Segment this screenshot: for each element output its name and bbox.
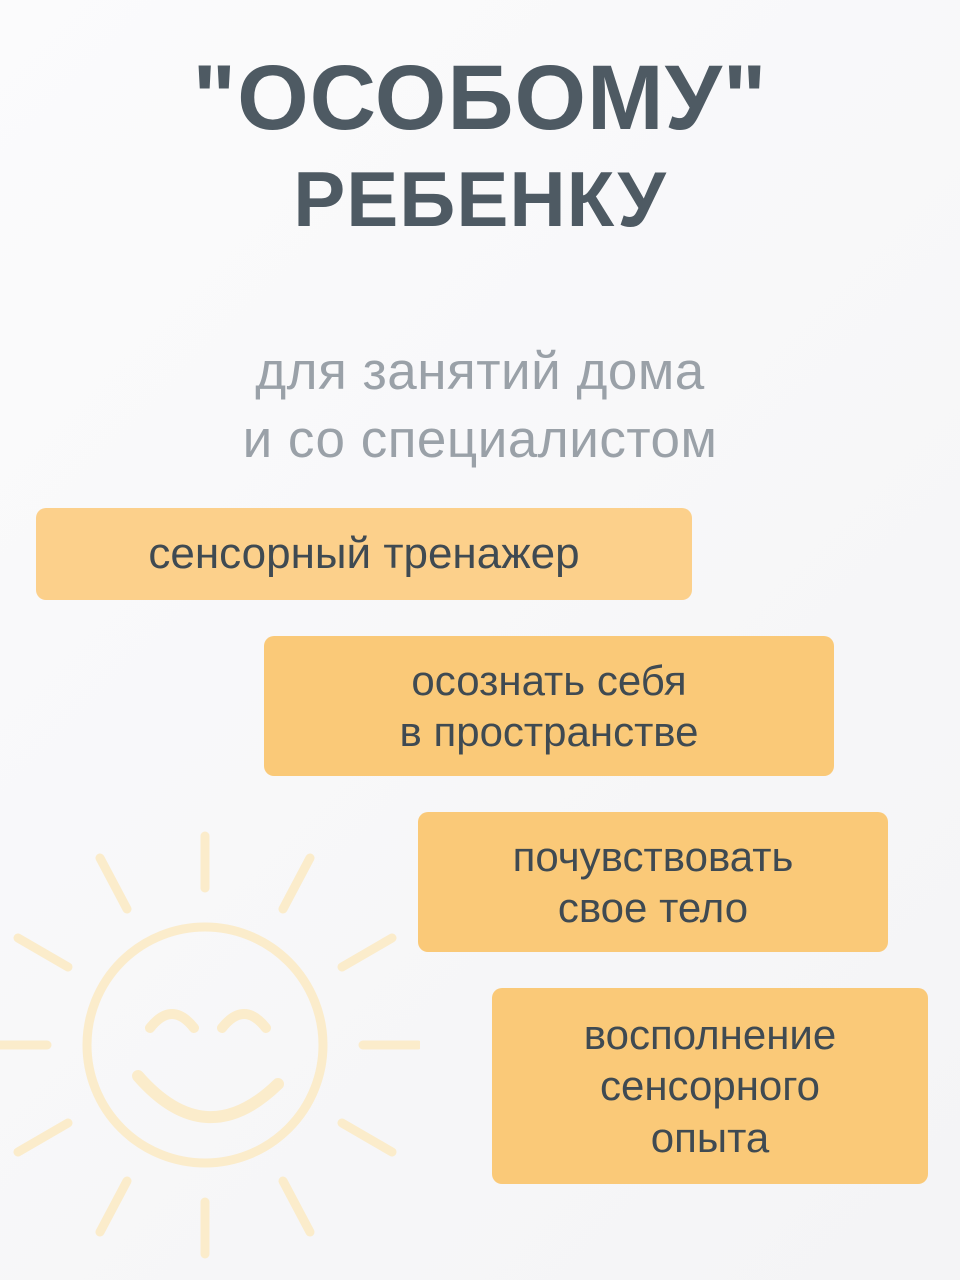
feature-chip-3-line-1: почувствовать <box>512 832 794 880</box>
feature-chip-1-line-1: сенсорный тренажер <box>148 529 580 579</box>
feature-chip-2-line-1: осознать себя <box>411 656 687 704</box>
feature-chip-4-line-3: опыта <box>650 1113 770 1161</box>
feature-chip-4-line-2: сенсорного <box>599 1062 821 1110</box>
feature-chip-sensory-experience <box>492 988 928 1184</box>
feature-chip-body-feeling <box>418 812 888 952</box>
headline-line-2: РЕБЕНКУ <box>293 155 667 243</box>
feature-chip-self-awareness <box>264 636 834 776</box>
feature-chip-sensory-trainer <box>36 508 692 600</box>
smiling-sun-icon <box>0 830 420 1260</box>
subtitle-line-1: для занятий дома <box>255 342 705 401</box>
page-subtitle <box>0 338 960 474</box>
page-title <box>0 47 960 243</box>
feature-chip-2-line-2: в пространстве <box>399 708 699 755</box>
subtitle-line-2: и со специалистом <box>242 409 718 469</box>
feature-chip-4-line-1: восполнение <box>583 1011 837 1059</box>
feature-chip-3-line-2: свое тело <box>557 884 749 931</box>
headline-line-1: "ОСОБОМУ" <box>192 47 768 149</box>
